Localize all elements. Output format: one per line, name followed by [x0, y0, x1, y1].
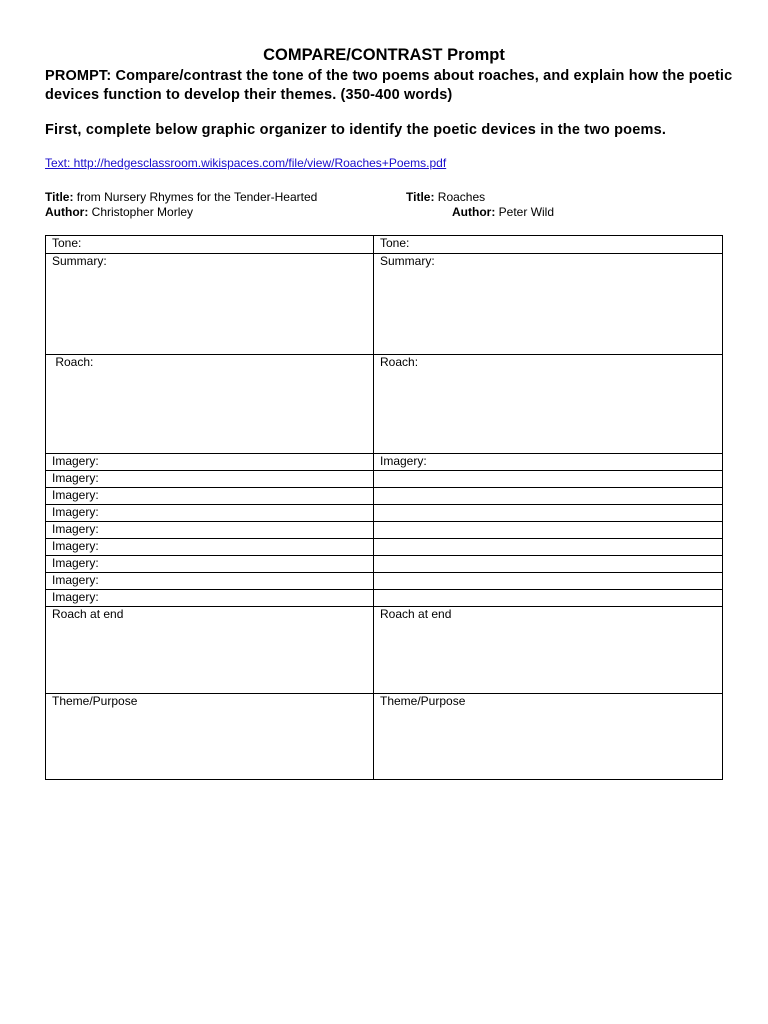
imagery-left-cell[interactable]: Imagery: — [46, 505, 374, 522]
poems-link[interactable]: Text: http://hedgesclassroom.wikispaces.com/file/view/Roaches+Poems.pdf — [45, 156, 447, 170]
table-row — [46, 236, 723, 254]
imagery-left-cell[interactable]: Imagery: — [46, 454, 374, 471]
right-title-value: Roaches — [437, 190, 486, 204]
right-title-label: Title: — [406, 190, 435, 204]
table-row — [46, 488, 723, 505]
table-row — [46, 505, 723, 522]
tone-right-cell[interactable]: Tone: — [374, 236, 723, 254]
imagery-right-cell[interactable] — [374, 488, 723, 505]
imagery-right-cell[interactable] — [374, 471, 723, 488]
right-poem-title — [406, 190, 485, 205]
imagery-right-cell[interactable] — [374, 590, 723, 607]
left-title-label: Title: — [45, 190, 74, 204]
left-author-value: Christopher Morley — [91, 205, 194, 219]
table-row — [46, 694, 723, 780]
table-row — [46, 454, 723, 471]
imagery-right-cell[interactable] — [374, 505, 723, 522]
table-row — [46, 556, 723, 573]
graphic-organizer-table — [45, 235, 723, 780]
roach-at-end-left-cell[interactable]: Roach at end — [46, 607, 374, 694]
right-author-label: Author: — [452, 205, 496, 219]
table-row — [46, 471, 723, 488]
instruction-text: First, complete below graphic organizer to identify the poetic devices in the two poems. — [45, 122, 667, 138]
imagery-left-cell[interactable]: Imagery: — [46, 590, 374, 607]
tone-left-cell[interactable]: Tone: — [46, 236, 374, 254]
summary-left-cell[interactable]: Summary: — [46, 254, 374, 355]
prompt-text: PROMPT: Compare/contrast the tone of the two poems about roaches, and explain how the poetic devices function to develop their themes. (350-400 words) — [45, 68, 733, 103]
table-row — [46, 573, 723, 590]
roach-at-end-right-cell[interactable]: Roach at end — [374, 607, 723, 694]
imagery-left-cell[interactable]: Imagery: — [46, 539, 374, 556]
imagery-right-cell[interactable] — [374, 573, 723, 590]
left-poem-title — [45, 190, 317, 205]
imagery-left-cell[interactable]: Imagery: — [46, 471, 374, 488]
page-title: COMPARE/CONTRAST Prompt — [263, 46, 505, 64]
right-author-value: Peter Wild — [498, 205, 555, 219]
imagery-left-cell[interactable]: Imagery: — [46, 522, 374, 539]
roach-left-cell[interactable]: Roach: — [46, 355, 374, 454]
imagery-right-cell[interactable] — [374, 522, 723, 539]
imagery-left-cell[interactable]: Imagery: — [46, 488, 374, 505]
imagery-right-cell[interactable]: Imagery: — [374, 454, 723, 471]
left-title-value: from Nursery Rhymes for the Tender-Hearted — [76, 190, 318, 204]
imagery-left-cell[interactable]: Imagery: — [46, 556, 374, 573]
left-author-label: Author: — [45, 205, 89, 219]
summary-right-cell[interactable]: Summary: — [374, 254, 723, 355]
theme-purpose-right-cell[interactable]: Theme/Purpose — [374, 694, 723, 780]
table-row — [46, 590, 723, 607]
table-row — [46, 522, 723, 539]
right-poem-author — [452, 205, 554, 220]
imagery-left-cell[interactable]: Imagery: — [46, 573, 374, 590]
theme-purpose-left-cell[interactable]: Theme/Purpose — [46, 694, 374, 780]
roach-right-cell[interactable]: Roach: — [374, 355, 723, 454]
left-poem-author — [45, 205, 193, 220]
imagery-right-cell[interactable] — [374, 556, 723, 573]
imagery-right-cell[interactable] — [374, 539, 723, 556]
table-row — [46, 539, 723, 556]
table-row — [46, 355, 723, 454]
table-row — [46, 607, 723, 694]
table-row — [46, 254, 723, 355]
